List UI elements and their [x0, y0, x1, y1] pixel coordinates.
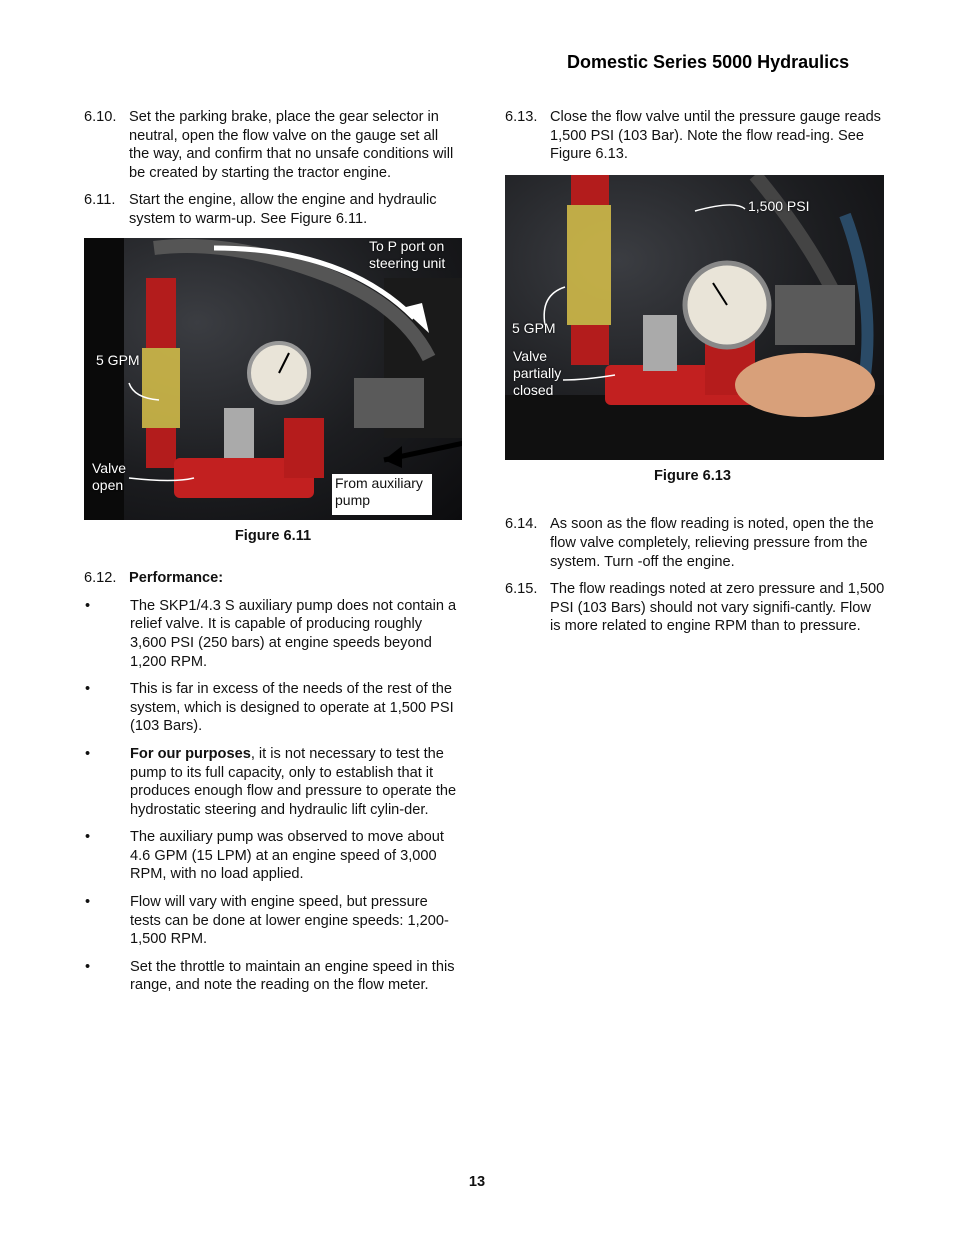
- bullet-item: [84, 893, 462, 949]
- label-5-gpm: 5 GPM: [512, 319, 556, 336]
- bullet-glyph: •: [85, 745, 91, 762]
- bullet-glyph: •: [85, 958, 91, 975]
- figure-6-13-caption: Figure 6.13: [653, 467, 732, 484]
- page-header-title: Domestic Series 5000 Hydraulics: [567, 52, 850, 72]
- step-text: Set the parking brake, place the gear selector in neutral, open the flow valve on the gauge set all the way, and confirm that no unsafe conditions will be created by starting the tractor engine.: [129, 109, 454, 181]
- step-text: Close the flow valve until the pressure gauge reads 1,500 PSI (103 Bar). Note the flow read-ing. See Figure 6.13.: [550, 109, 881, 163]
- step-6-15: [505, 580, 885, 636]
- step-6-14: [505, 515, 885, 571]
- bullet-glyph: •: [85, 681, 91, 698]
- step-text: The flow readings noted at zero pressure and 1,500 PSI (103 Bars) should not vary signifi-cantly. Flow is more related to engine RPM than to pressure.: [550, 581, 885, 635]
- label-5-gpm: 5 GPM: [96, 351, 140, 368]
- step-6-13: [505, 108, 885, 164]
- step-6-11: [84, 191, 462, 228]
- bullet-text: Flow will vary with engine speed, but pressure tests can be done at lower engine speeds: 1,200-1,500 RPM.: [130, 894, 449, 948]
- bullet-item: [84, 958, 462, 995]
- pressure-gauge-photo-illustration: [505, 175, 884, 460]
- step-number: 6.15.: [505, 581, 538, 598]
- figure-6-11-photo: [84, 238, 462, 520]
- step-text: As soon as the flow reading is noted, open the the flow valve completely, relieving pressure from the system. Turn -off the engine.: [550, 516, 874, 570]
- bullet-item: [84, 745, 462, 819]
- step-text: Start the engine, allow the engine and hydraulic system to warm-up. See Figure 6.11.: [129, 192, 437, 227]
- label-valve-partially-closed: Valve partially closed: [513, 347, 562, 398]
- bullet-glyph: •: [85, 894, 91, 911]
- bullet-glyph: •: [85, 829, 91, 846]
- step-number: 6.12.: [84, 570, 117, 587]
- bullet-item: [84, 680, 462, 736]
- figure-6-13-photo: [505, 175, 884, 460]
- bullet-text: , it is not necessary to test the pump to its full capacity, only to establish that it produces enough flow and pressure to operate the hydrostatic steering and hydraulic lift cylin-der.: [130, 745, 457, 818]
- right-column: [505, 108, 885, 645]
- left-column: [84, 108, 462, 1004]
- bullet-glyph: •: [85, 597, 91, 614]
- page-number: 13: [468, 1174, 486, 1190]
- step-number: 6.10.: [84, 109, 117, 125]
- bullet-item: [84, 828, 462, 884]
- step-number: 6.11.: [84, 192, 116, 209]
- label-from-auxiliary-pump: From auxiliary pump: [332, 474, 432, 515]
- label-to-p-port: To P port on steering unit: [369, 237, 446, 271]
- step-6-12: [84, 569, 462, 588]
- label-valve-open: Valve open: [92, 459, 126, 493]
- bullet-text: This is far in excess of the needs of the rest of the system, which is designed to operate at 1,500 PSI (103 Bars).: [130, 681, 454, 735]
- bullet-item: [84, 597, 462, 671]
- step-6-10: [84, 108, 462, 182]
- step-number: 6.13.: [505, 109, 538, 125]
- bullet-text: The SKP1/4.3 S auxiliary pump does not contain a relief valve. It is capable of producing roughly 3,600 PSI (250 bars) at engine speeds beyond 1,200 RPM.: [130, 597, 457, 670]
- figure-6-11: [84, 238, 462, 546]
- step-number: 6.14.: [505, 516, 538, 533]
- bullet-text: The auxiliary pump was observed to move about 4.6 GPM (15 LPM) at an engine speed of 3,000 RPM, with no load applied.: [130, 829, 444, 883]
- bullet-text: Set the throttle to maintain an engine speed in this range, and note the reading on the flow meter.: [130, 958, 455, 994]
- label-1500-psi: 1,500 PSI: [748, 197, 810, 214]
- figure-6-13: [505, 175, 885, 486]
- figure-6-11-caption: Figure 6.11: [234, 527, 312, 544]
- bullet-bold-lead: For our purposes: [130, 745, 251, 762]
- step-heading: Performance:: [129, 570, 224, 587]
